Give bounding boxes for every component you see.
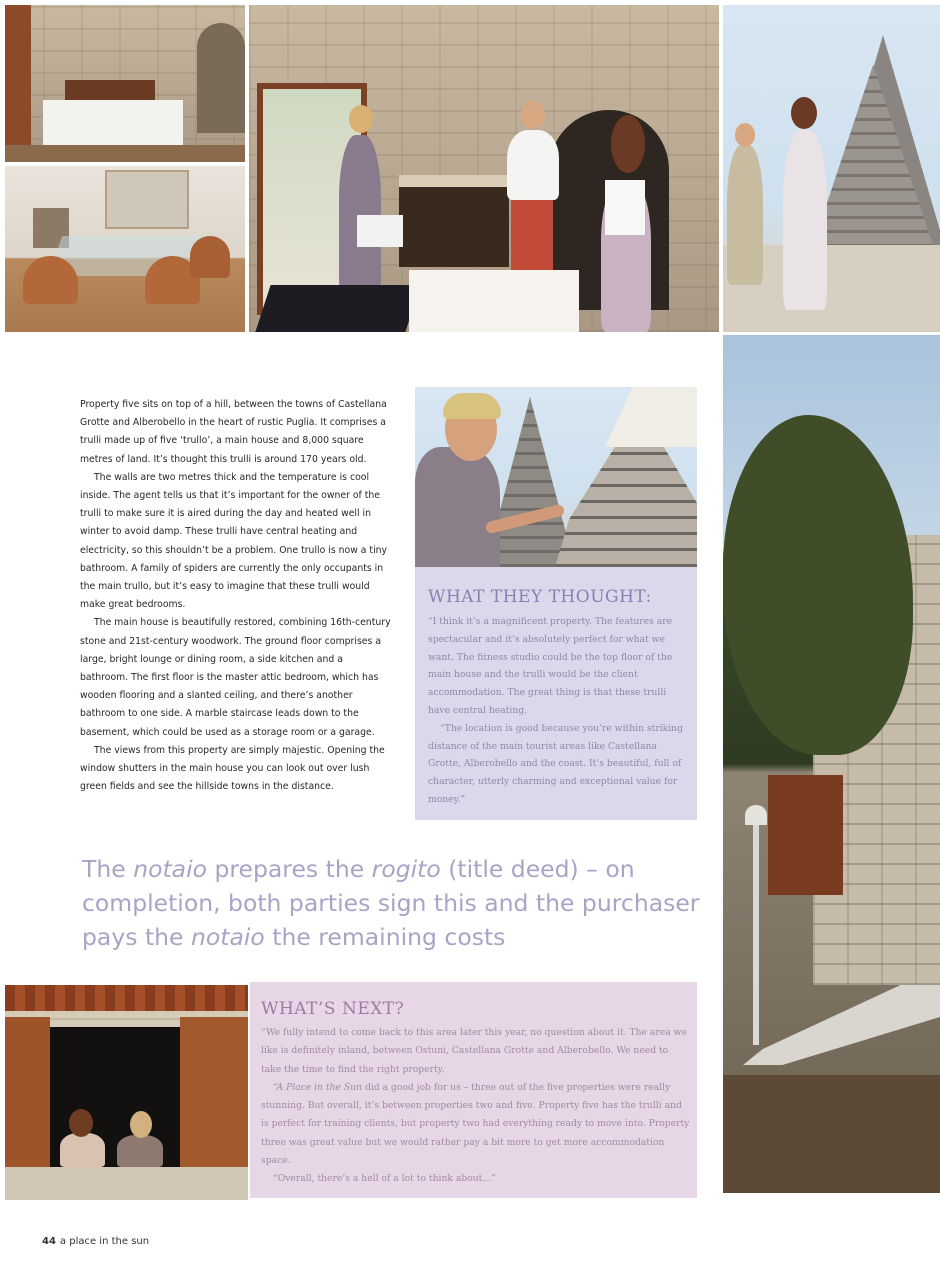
body-paragraph: The walls are two metres thick and the temperature is cool inside. The agent tells us that it’s important for the owner of the trulli to make sure it is aired during the day and heated well in winter to avoid damp. These trulli have central heating and electricity, so this shouldn’t be a problem. One trullo is now a tiny bathroom. A family of spiders are currently the only occupants in the main trullo, but it’s easy to imagine that these trulli would make great bedrooms.	[80, 471, 388, 611]
what-they-thought-box	[415, 567, 697, 820]
photo-trulli-cone	[723, 5, 940, 332]
pull-quote-italic: notaio	[133, 855, 207, 883]
body-paragraph: The main house is beautifully restored, combining 16th-century stone and 21st-century woodwork. The ground floor comprises a large, bright lounge or dining room, a side kitchen and a bathroom. The first floor is the master attic bedroom, which has wooden flooring and a slanted ceiling, and there’s another bathroom to one side. A marble staircase leads down to the basement, which could be used as a storage room or a garage.	[80, 617, 391, 738]
person-woman-window-right	[117, 1135, 163, 1167]
quote-paragraph: “We fully intend to come back to this area later this year, no question about it. The area we like is definitely inland, between Ostuni, Castellana Grotte and Alberobello. We need to take the time to find the right property.	[261, 1027, 687, 1075]
person-woman-closeup	[415, 447, 500, 567]
whats-next-heading: WHAT’S NEXT?	[261, 999, 405, 1019]
whats-next-box	[250, 982, 697, 1198]
photo-bedroom	[5, 5, 245, 162]
what-they-thought-heading: WHAT THEY THOUGHT:	[428, 587, 652, 607]
pull-quote-text: (title deed) – on completion, both parties sign this and the purchaser pays the	[82, 855, 700, 951]
quote-paragraph	[261, 1079, 691, 1170]
article-body	[80, 396, 392, 796]
pull-quote-text: The	[82, 855, 134, 883]
photo-window-shutters	[5, 985, 248, 1200]
body-paragraph: The views from this property are simply majestic. Opening the window shutters in the main house you can look out over lush green fields and see the hillside towns in the distance.	[80, 744, 385, 793]
person-woman-window-left	[60, 1133, 105, 1167]
quote-paragraph: “The location is good because you’re within striking distance of the main tourist areas like Castellana Grotte, Alberobello and the coast. It’s beautiful, full of character, utterly charming and exceptional value for money.”	[428, 722, 683, 805]
publication-title: “A Place in the Sun	[273, 1081, 363, 1093]
page-folio	[42, 1236, 149, 1247]
person-woman-walking-right	[783, 130, 827, 310]
photo-woman-trullo-roof	[415, 387, 697, 567]
photo-dining-room	[5, 166, 245, 332]
pull-quote-italic: notaio	[190, 923, 265, 951]
quote-paragraph: “Overall, there’s a hell of a lot to think about...”	[273, 1173, 496, 1185]
whats-next-quote	[261, 1024, 691, 1189]
body-paragraph: Property five sits on top of a hill, between the towns of Castellana Grotte and Alberobello in the heart of rustic Puglia. It comprises a trulli made up of five ‘trullo’, a main house and 8,000 square metres of land. It’s thought this trulli is around 170 years old.	[80, 399, 387, 465]
publication-name: a place in the sun	[59, 1236, 150, 1247]
pull-quote-text: the remaining costs	[264, 923, 506, 951]
person-agent	[507, 130, 559, 200]
photo-garden-house	[723, 335, 940, 1193]
person-woman-walking-left	[727, 145, 763, 285]
pull-quote	[82, 852, 702, 954]
pull-quote-italic: rogito	[371, 855, 441, 883]
quote-paragraph: “I think it’s a magnificent property. The features are spectacular and it’s absolutely perfect for what we want. The fitness studio could be the top floor of the main house and the trulli would be the client accommodation. The great thing is that these trulli have central heating.	[428, 616, 673, 716]
photo-trullo-interior	[249, 5, 719, 332]
quote-text: did a good job for us – three out of the five properties were really stunning. But overall, it’s between properties two and five. Property five has the trulli and is perfect for training clients, but property two had everything ready to move into. Property three was great value but we would rather pay a bit more to get more accommodation space.	[261, 1081, 690, 1167]
page-number: 44	[42, 1236, 56, 1247]
pull-quote-text: prepares the	[206, 855, 372, 883]
what-they-thought-quote	[428, 613, 690, 809]
